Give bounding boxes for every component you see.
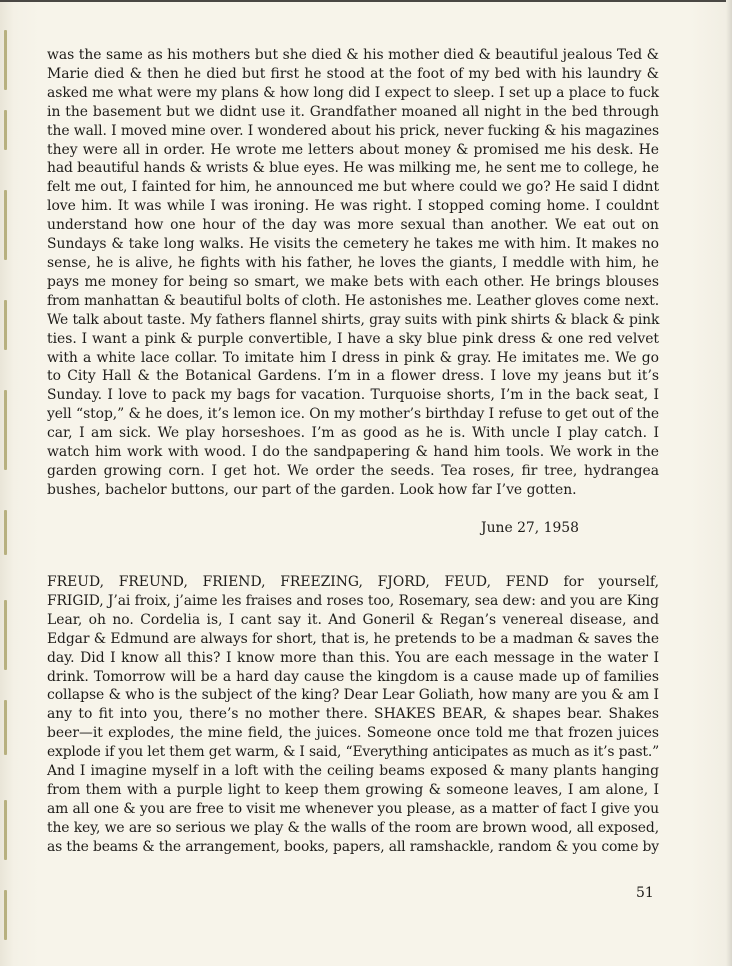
text-line: the wall. I moved mine over. I wondered about his prick, never fucking & his magazines	[47, 122, 659, 139]
text-line: understand how one hour of the day was more sexual than another. We eat out on	[47, 217, 659, 234]
binding-stitch	[4, 190, 7, 260]
text-line: from manhattan & beautiful bolts of cloth. He astonishes me. Leather gloves come next.	[47, 292, 659, 309]
binding-edge	[4, 0, 7, 966]
text-line: Sundays & take long walks. He visits the cemetery he takes me with him. It makes no	[47, 236, 659, 253]
text-line: day. Did I know all this? I know more than this. You are each message in the water I	[47, 649, 659, 666]
text-line: FRIGID, J’ai froix, j’aime les fraises and roses too, Rosemary, sea dew: and you are King	[47, 592, 659, 609]
diary-entry-2	[47, 573, 659, 857]
text-line: felt me out, I fainted for him, he announced me but where could we go? He said I didnt	[47, 179, 659, 196]
binding-stitch	[4, 30, 7, 90]
text-line: drink. Tomorrow will be a hard day cause the kingdom is a cause made up of families	[47, 668, 659, 685]
text-line: in the basement but we didnt use it. Grandfather moaned all night in the bed through	[47, 103, 659, 120]
text-line: love him. It was while I was ironing. He was right. I stopped coming home. I couldnt	[47, 198, 659, 215]
text-line: the key, we are so serious we play & the walls of the room are brown wood, all exposed,	[47, 819, 659, 836]
binding-stitch	[4, 890, 7, 940]
entry-date: June 27, 1958	[481, 520, 579, 536]
text-line: from them with a purple light to keep them growing & someone leaves, I am alone, I	[47, 781, 659, 798]
page-right-edge	[726, 0, 732, 966]
text-line: any to fit into you, there’s no mother there. SHAKES BEAR, & shapes bear. Shakes	[47, 706, 659, 723]
text-line: with a white lace collar. To imitate him I dress in pink & gray. He imitates me. We go	[47, 349, 659, 366]
page-top-edge	[0, 0, 732, 2]
binding-stitch	[4, 700, 7, 755]
text-line: collapse & who is the subject of the king? Dear Lear Goliath, how many are you & am I	[47, 687, 659, 704]
binding-stitch	[4, 510, 7, 555]
text-line: bushes, bachelor buttons, our part of the garden. Look how far I’ve gotten.	[47, 481, 577, 498]
page-number: 51	[636, 885, 654, 901]
text-line: to City Hall & the Botanical Gardens. I’m in a flower dress. I love my jeans but it’s	[47, 368, 659, 385]
text-line: asked me what were my plans & how long did I expect to sleep. I set up a place to fuck	[47, 84, 659, 101]
text-line: Sunday. I love to pack my bags for vacation. Turquoise shorts, I’m in the back seat, I	[47, 387, 659, 404]
text-line: they were all in order. He wrote me letters about money & promised me his desk. He	[47, 141, 659, 158]
text-line: watch him work with wood. I do the sandpapering & hand him tools. We work in the	[47, 444, 659, 461]
text-line: And I imagine myself in a loft with the ceiling beams exposed & many plants hanging	[47, 763, 659, 780]
binding-stitch	[4, 300, 7, 350]
text-line: sense, he is alive, he fights with his father, he loves the giants, I meddle with him, he	[47, 254, 659, 271]
text-line: garden growing corn. I get hot. We order the seeds. Tea roses, fir tree, hydrangea	[47, 462, 659, 479]
diary-entry-1	[47, 46, 659, 500]
text-line: ties. I want a pink & purple convertible, I have a sky blue pink dress & one red velvet	[47, 330, 659, 347]
binding-stitch	[4, 110, 7, 150]
text-line: had beautiful hands & wrists & blue eyes. He was milking me, he sent me to college, he	[47, 160, 659, 177]
text-line: was the same as his mothers but she died & his mother died & beautiful jealous Ted &	[47, 47, 659, 63]
text-line: Lear, oh no. Cordelia is, I cant say it. And Goneril & Regan’s venereal disease, and	[47, 611, 659, 628]
binding-stitch	[4, 390, 7, 470]
binding-stitch	[4, 800, 7, 860]
text-line: FREUD, FREUND, FRIEND, FREEZING, FJORD, FEUD, FEND for yourself,	[47, 574, 659, 590]
text-line: pays me money for being so smart, we make bets with each other. He brings blouses	[47, 273, 659, 290]
text-line: Edgar & Edmund are always for short, that is, he pretends to be a madman & saves the	[47, 630, 659, 647]
text-line: We talk about taste. My fathers flannel shirts, gray suits with pink shirts & black & pink	[47, 311, 660, 328]
binding-stitch	[4, 600, 7, 670]
text-line: explode if you let them get warm, & I said, “Everything anticipates as much as it’s past.”	[47, 744, 659, 761]
text-line: yell “stop,” & he does, it’s lemon ice. On my mother’s birthday I refuse to get out of the	[47, 406, 659, 423]
text-line: Marie died & then he died but first he stood at the foot of my bed with his laundry &	[47, 65, 659, 82]
text-line: am all one & you are free to visit me whenever you please, as a matter of fact I give you	[47, 800, 659, 817]
text-line: car, I am sick. We play horseshoes. I’m as good as he is. With uncle I play catch. I	[47, 425, 659, 442]
text-line: as the beams & the arrangement, books, papers, all ramshackle, random & you come by	[47, 838, 659, 855]
text-line: beer—it explodes, the mine field, the juices. Someone once told me that frozen juices	[47, 725, 659, 742]
